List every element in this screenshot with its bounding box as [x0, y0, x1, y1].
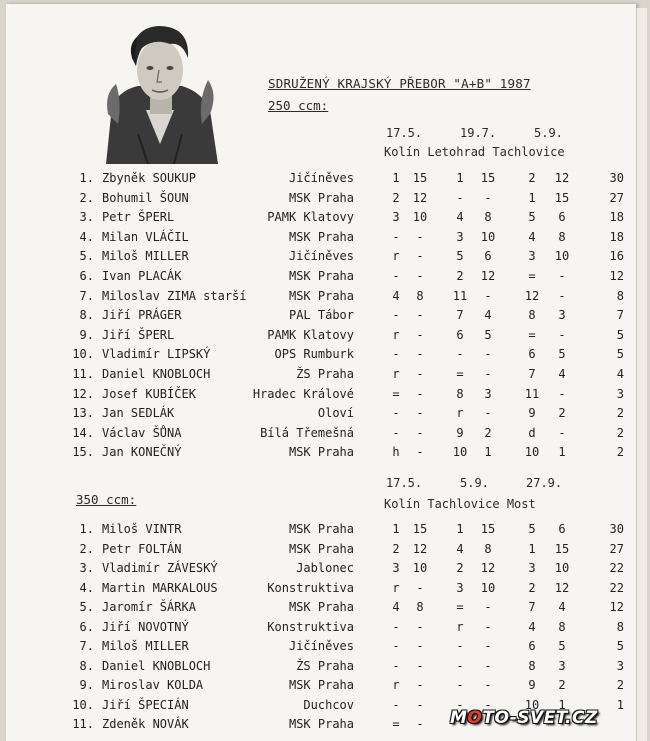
placing-cell: 9 [456, 425, 464, 440]
rider-name-cell: Jiří ŠPERL [102, 327, 175, 342]
points-cell: 10 [554, 249, 570, 264]
points-cell: - [484, 190, 492, 205]
placing-cell: r [392, 327, 400, 342]
placing-cell: 3 [528, 561, 536, 575]
placing-cell: 1 [456, 171, 464, 185]
points-cell: 15 [412, 171, 428, 185]
club-cell: Jičíněves [288, 249, 354, 264]
placing-cell: 1 [392, 171, 400, 185]
placing-cell: - [392, 697, 400, 712]
rank-cell: 5. [79, 249, 94, 264]
rider-name-cell: Zdeněk NOVÁK [102, 717, 189, 731]
placing-cell: 11 [452, 288, 468, 303]
total-points-cell: 5 [616, 639, 624, 653]
rider-name-cell: Daniel KNOBLOCH [102, 658, 211, 673]
placing-cell: h [392, 445, 400, 460]
rider-name-cell: Jiří PRÁGER [102, 308, 182, 323]
total-points-cell: 8 [616, 619, 624, 634]
club-cell: MSK Praha [288, 678, 354, 692]
total-points-cell: 2 [616, 425, 624, 440]
placing-cell: - [392, 639, 400, 653]
table-row [0, 191, 640, 209]
rank-cell: 3. [79, 561, 94, 575]
placing-cell: 6 [528, 347, 536, 362]
date-250-2: 19.7. [460, 126, 497, 140]
rider-name-cell: Vladimír ZÁVESKÝ [102, 561, 218, 575]
placing-cell: = [456, 600, 464, 614]
total-points-cell: 4 [616, 367, 624, 381]
placing-cell: - [392, 406, 400, 421]
table-row [0, 678, 640, 696]
placing-cell: 8 [456, 386, 464, 401]
placing-cell: 7 [456, 308, 464, 323]
placing-cell: r [456, 619, 464, 634]
points-cell: - [484, 367, 492, 381]
placing-cell: 1 [528, 190, 536, 205]
points-cell: 6 [558, 522, 566, 536]
table-row [0, 561, 640, 579]
points-cell: 8 [558, 229, 566, 244]
table-row [0, 406, 640, 424]
points-cell: 15 [480, 522, 496, 536]
rank-cell: 11. [72, 367, 94, 381]
date-250-1: 17.5. [386, 126, 423, 140]
placing-cell: - [392, 269, 400, 283]
points-cell: - [416, 697, 424, 712]
placing-cell: 10 [524, 445, 540, 460]
total-points-cell: 1 [616, 697, 624, 712]
points-cell: - [416, 425, 424, 440]
placing-cell: 5 [528, 210, 536, 225]
rider-name-cell: Jan SEDLÁK [102, 406, 175, 421]
rank-cell: 4. [79, 229, 94, 244]
placing-cell: 2 [528, 580, 536, 595]
rank-cell: 10. [72, 697, 94, 712]
points-cell: 3 [558, 308, 566, 323]
total-points-cell: 22 [609, 580, 624, 595]
placing-cell: - [456, 639, 464, 653]
club-cell: Jičíněves [288, 171, 354, 185]
rider-name-cell: Bohumil ŠOUN [102, 190, 189, 205]
rider-name-cell: Jiří NOVOTNÝ [102, 619, 189, 634]
placing-cell: - [392, 229, 400, 244]
rank-cell: 10. [72, 347, 94, 362]
placing-cell: 6 [528, 639, 536, 653]
date-350-3: 27.9. [526, 476, 563, 490]
table-row [0, 581, 640, 599]
placing-cell: d [528, 425, 536, 440]
total-points-cell: 27 [609, 541, 624, 556]
points-cell: 2 [558, 406, 566, 421]
total-points-cell: 8 [616, 288, 624, 303]
rider-name-cell: Miloš VINTR [102, 522, 182, 536]
total-points-cell: 2 [616, 678, 624, 692]
rank-cell: 8. [79, 658, 94, 673]
points-cell: 12 [480, 561, 496, 575]
total-points-cell: 3 [616, 386, 624, 401]
placing-cell: 6 [456, 327, 464, 342]
points-cell: 3 [558, 658, 566, 673]
points-cell: 8 [416, 288, 424, 303]
points-cell: 8 [416, 600, 424, 614]
placing-cell: 1 [392, 522, 400, 536]
rank-cell: 3. [79, 210, 94, 225]
placing-cell: 12 [524, 288, 540, 303]
points-cell: - [558, 386, 566, 401]
points-cell: - [416, 327, 424, 342]
date-350-1: 17.5. [386, 476, 423, 490]
points-cell: 15 [480, 171, 496, 185]
placing-cell: 4 [528, 229, 536, 244]
date-350-2: 5.9. [460, 476, 489, 490]
rank-cell: 6. [79, 619, 94, 634]
placing-cell: - [392, 308, 400, 323]
total-points-cell: 2 [616, 445, 624, 460]
total-points-cell: 30 [609, 522, 624, 536]
rank-cell: 14. [72, 425, 94, 440]
club-cell: Jičíněves [288, 639, 354, 653]
points-cell: - [484, 639, 492, 653]
total-points-cell: 18 [609, 210, 624, 225]
points-cell: 8 [484, 210, 492, 225]
points-cell: 12 [412, 190, 428, 205]
placing-cell: 7 [528, 367, 536, 381]
rider-name-cell: Milan VLÁČIL [102, 229, 189, 244]
placing-cell: 2 [456, 269, 464, 283]
placing-cell: 10 [524, 697, 540, 712]
total-points-cell: 22 [609, 561, 624, 575]
placing-cell: 1 [456, 522, 464, 536]
points-cell: - [416, 308, 424, 323]
placing-cell: = [528, 327, 536, 342]
placing-cell: = [528, 269, 536, 283]
points-cell: 5 [484, 327, 492, 342]
placing-cell: 1 [528, 541, 536, 556]
placing-cell: 4 [456, 210, 464, 225]
points-cell: - [416, 580, 424, 595]
rider-name-cell: Miloslav ZIMA starší [102, 288, 247, 303]
total-points-cell: 5 [616, 327, 624, 342]
points-cell: - [416, 269, 424, 283]
rider-name-cell: Vladimír LIPSKÝ [102, 347, 211, 362]
rank-cell: 15. [72, 445, 94, 460]
club-cell: MSK Praha [288, 445, 354, 460]
points-cell: - [558, 288, 566, 303]
points-cell: - [484, 658, 492, 673]
points-cell: - [416, 678, 424, 692]
points-cell: 1 [558, 445, 566, 460]
points-cell: - [484, 288, 492, 303]
total-points-cell: 5 [616, 347, 624, 362]
points-cell: 1 [558, 697, 566, 712]
placing-cell: - [456, 190, 464, 205]
placing-cell: r [392, 367, 400, 381]
club-cell: Duchcov [303, 697, 354, 712]
points-cell: 15 [554, 541, 570, 556]
rider-name-cell: Miloš MILLER [102, 639, 189, 653]
table-row [0, 210, 640, 228]
rider-name-cell: Martin MARKALOUS [102, 580, 218, 595]
total-points-cell: 12 [609, 600, 624, 614]
total-points-cell: 3 [616, 658, 624, 673]
rank-cell: 9. [79, 678, 94, 692]
table-row [0, 387, 640, 405]
placing-cell: 11 [524, 386, 540, 401]
club-cell: Bílá Třemešná [260, 425, 354, 440]
rank-cell: 7. [79, 639, 94, 653]
club-cell: MSK Praha [288, 229, 354, 244]
points-cell: 15 [554, 190, 570, 205]
total-points-cell: 7 [616, 308, 624, 323]
table-row [0, 620, 640, 638]
table-row [0, 659, 640, 677]
rank-cell: 13. [72, 406, 94, 421]
points-cell: - [416, 249, 424, 264]
rider-name-cell: Josef KUBÍČEK [102, 386, 196, 401]
placing-cell: 4 [392, 288, 400, 303]
club-cell: PAMK Klatovy [267, 210, 354, 225]
placing-cell: 4 [456, 541, 464, 556]
points-cell: 10 [480, 580, 496, 595]
club-cell: MSK Praha [288, 541, 354, 556]
points-cell: 12 [412, 541, 428, 556]
club-cell: MSK Praha [288, 269, 354, 283]
points-cell: - [416, 406, 424, 421]
document-title: SDRUŽENÝ KRAJSKÝ PŘEBOR "A+B" 1987 [268, 76, 531, 91]
placing-cell: 5 [528, 522, 536, 536]
points-cell: 1 [484, 445, 492, 460]
placing-cell: 2 [456, 561, 464, 575]
points-cell: - [416, 229, 424, 244]
rider-name-cell: Miroslav KOLDA [102, 678, 204, 692]
rider-name-cell: Jan KONEČNÝ [102, 445, 182, 460]
date-250-3: 5.9. [534, 126, 563, 140]
points-cell: 2 [558, 678, 566, 692]
placing-cell: - [456, 697, 464, 712]
club-cell: ŽS Praha [296, 658, 354, 673]
points-cell: - [416, 717, 424, 731]
points-cell: 2 [484, 425, 492, 440]
table-row [0, 445, 640, 463]
club-cell: MSK Praha [288, 288, 354, 303]
points-cell: 5 [558, 347, 566, 362]
table-row [0, 269, 640, 287]
points-cell: 15 [412, 522, 428, 536]
points-cell: 4 [558, 600, 566, 614]
points-cell: - [484, 600, 492, 614]
placing-cell: 2 [392, 190, 400, 205]
points-cell: - [416, 658, 424, 673]
points-cell: - [484, 619, 492, 634]
club-cell: PAMK Klatovy [267, 327, 354, 342]
table-row [0, 542, 640, 560]
table-row [0, 367, 640, 385]
moto-svet-watermark: MOTO-SVET.CZ [450, 708, 598, 728]
total-points-cell: 16 [609, 249, 624, 264]
placing-cell: 4 [528, 619, 536, 634]
placing-cell: 2 [392, 541, 400, 556]
placing-cell: - [456, 658, 464, 673]
club-cell: OPS Rumburk [274, 347, 354, 362]
points-cell: 8 [558, 619, 566, 634]
table-row [0, 171, 640, 189]
placing-cell: r [392, 678, 400, 692]
rider-name-cell: Daniel KNOBLOCH [102, 367, 211, 381]
rank-cell: 1. [79, 522, 94, 536]
points-cell: - [416, 386, 424, 401]
placing-cell: = [392, 717, 400, 731]
rider-name-cell: Miloš MILLER [102, 249, 189, 264]
club-cell: MSK Praha [288, 717, 354, 731]
points-cell: 6 [484, 249, 492, 264]
table-row [0, 347, 640, 365]
placing-cell: r [392, 249, 400, 264]
points-cell: - [558, 327, 566, 342]
points-cell: - [484, 347, 492, 362]
club-cell: MSK Praha [288, 522, 354, 536]
placing-cell: 9 [528, 406, 536, 421]
points-cell: - [484, 697, 492, 712]
rider-portrait-image [98, 14, 222, 164]
class-250-label: 250 ccm: [268, 98, 329, 113]
rank-cell: 2. [79, 541, 94, 556]
placing-cell: 10 [452, 445, 468, 460]
placing-cell: - [456, 678, 464, 692]
points-cell: - [416, 445, 424, 460]
placing-cell: 9 [528, 678, 536, 692]
rank-cell: 12. [72, 386, 94, 401]
placing-cell: 3 [528, 249, 536, 264]
points-cell: 12 [554, 580, 570, 595]
table-row [0, 249, 640, 267]
venues-250: Kolín Letohrad Tachlovice [384, 145, 565, 159]
club-cell: Hradec Králové [252, 386, 354, 401]
table-row [0, 639, 640, 657]
placing-cell: 3 [456, 580, 464, 595]
points-cell: 5 [558, 639, 566, 653]
points-cell: 3 [484, 386, 492, 401]
points-cell: 12 [480, 269, 496, 283]
total-points-cell: 2 [616, 406, 624, 421]
placing-cell: 8 [528, 308, 536, 323]
venues-350: Kolín Tachlovice Most [384, 497, 536, 511]
points-cell: - [416, 639, 424, 653]
rank-cell: 6. [79, 269, 94, 283]
placing-cell: 4 [392, 600, 400, 614]
total-points-cell: 30 [609, 171, 624, 185]
points-cell: 4 [558, 367, 566, 381]
placing-cell: 3 [392, 210, 400, 225]
placing-cell: - [392, 347, 400, 362]
points-cell: - [416, 367, 424, 381]
placing-cell: 3 [456, 229, 464, 244]
rider-name-cell: Jaromír ŠÁRKA [102, 600, 196, 614]
rider-name-cell: Václav ŠŮNA [102, 425, 182, 440]
points-cell: - [558, 269, 566, 283]
club-cell: Konstruktiva [267, 580, 354, 595]
placing-cell: 5 [456, 249, 464, 264]
rank-cell: 4. [79, 580, 94, 595]
points-cell: 10 [554, 561, 570, 575]
rider-name-cell: Petr ŠPERL [102, 210, 175, 225]
table-row [0, 230, 640, 248]
points-cell: - [484, 406, 492, 421]
placing-cell: r [392, 580, 400, 595]
points-cell: - [416, 347, 424, 362]
rider-name-cell: Ivan PLACÁK [102, 269, 182, 283]
rank-cell: 11. [72, 717, 94, 731]
points-cell: 6 [558, 210, 566, 225]
points-cell: 10 [480, 229, 496, 244]
placing-cell: 7 [528, 600, 536, 614]
placing-cell: - [392, 658, 400, 673]
club-cell: PAL Tábor [288, 308, 354, 323]
placing-cell: - [456, 347, 464, 362]
club-cell: Oloví [317, 406, 354, 421]
club-cell: Konstruktiva [267, 619, 354, 634]
table-row [0, 426, 640, 444]
total-points-cell: 27 [609, 190, 624, 205]
points-cell: 4 [484, 308, 492, 323]
points-cell: - [416, 619, 424, 634]
rider-name-cell: Zbyněk SOUKUP [102, 171, 196, 185]
table-row [0, 308, 640, 326]
placing-cell: r [456, 406, 464, 421]
points-cell: 10 [412, 561, 428, 575]
rank-cell: 1. [79, 171, 94, 185]
placing-cell: - [392, 619, 400, 634]
table-row [0, 328, 640, 346]
total-points-cell: 12 [609, 269, 624, 283]
club-cell: ŽS Praha [296, 367, 354, 381]
points-cell: 12 [554, 171, 570, 185]
table-row [0, 522, 640, 540]
placing-cell: = [456, 367, 464, 381]
rank-cell: 2. [79, 190, 94, 205]
placing-cell: - [392, 425, 400, 440]
placing-cell: = [392, 386, 400, 401]
rank-cell: 5. [79, 600, 94, 614]
club-cell: MSK Praha [288, 600, 354, 614]
points-cell: - [558, 425, 566, 440]
placing-cell: 8 [528, 658, 536, 673]
table-row [0, 289, 640, 307]
points-cell: 8 [484, 541, 492, 556]
club-cell: Jablonec [296, 561, 354, 575]
table-row [0, 600, 640, 618]
total-points-cell: 18 [609, 229, 624, 244]
rider-name-cell: Jiří ŠPECIÁN [102, 697, 189, 712]
placing-cell: 2 [528, 171, 536, 185]
points-cell: - [484, 678, 492, 692]
rank-cell: 7. [79, 288, 94, 303]
points-cell: 10 [412, 210, 428, 225]
placing-cell: 3 [392, 561, 400, 575]
rider-name-cell: Petr FOLTÁN [102, 541, 182, 556]
class-350-label: 350 ccm: [76, 492, 137, 507]
rank-cell: 9. [79, 327, 94, 342]
rank-cell: 8. [79, 308, 94, 323]
club-cell: MSK Praha [288, 190, 354, 205]
